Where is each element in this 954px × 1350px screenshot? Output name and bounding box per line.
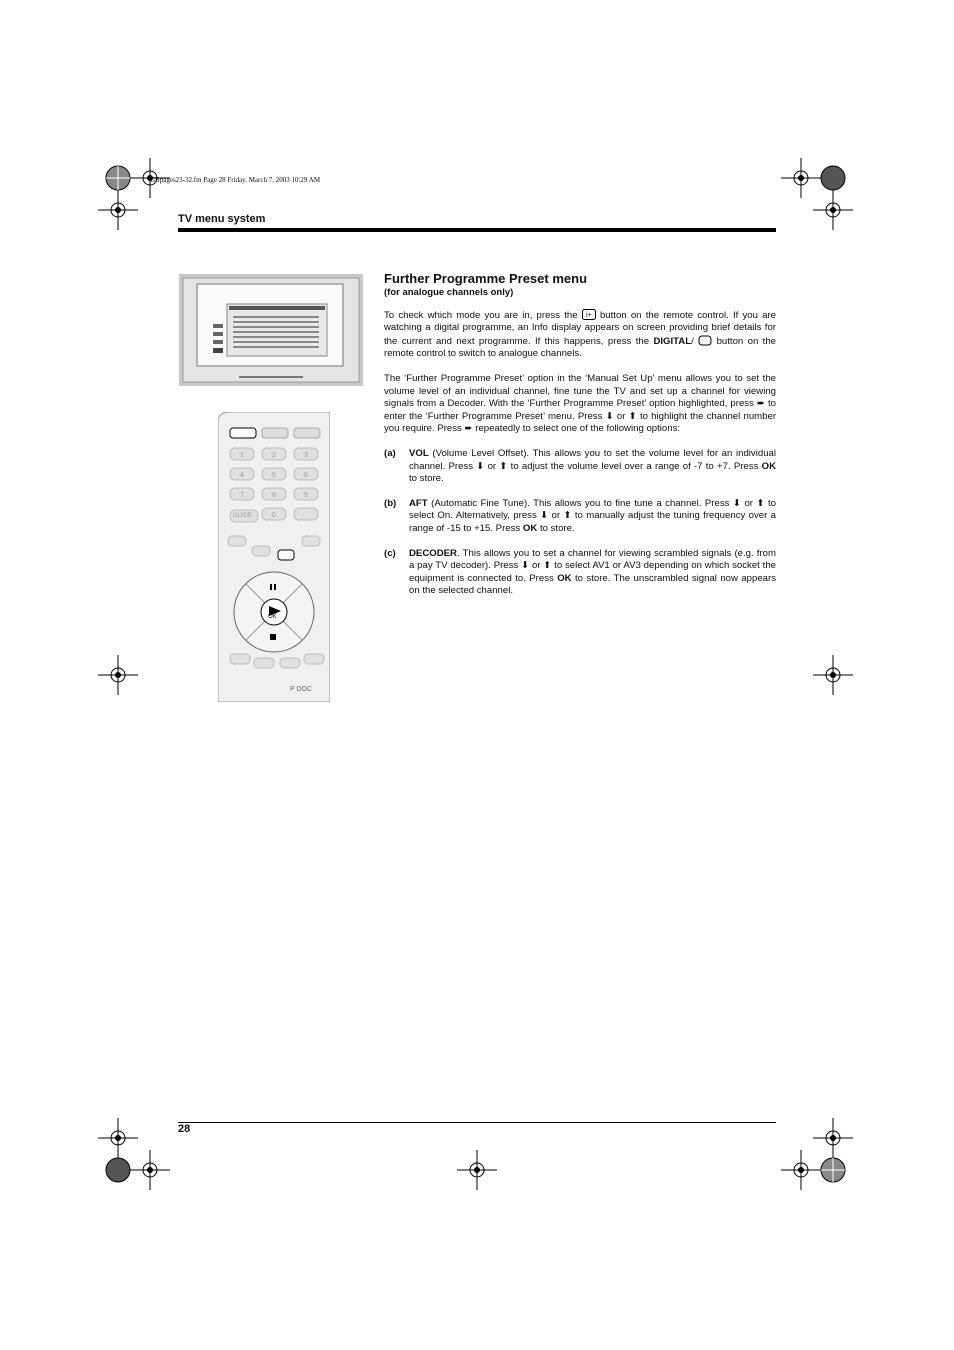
article-subtitle: (for analogue channels only) — [384, 287, 514, 298]
registration-mark-icon — [813, 190, 853, 230]
svg-text:0: 0 — [272, 512, 276, 519]
svg-text:9: 9 — [304, 492, 308, 499]
up-arrow-icon: ⬆ — [563, 510, 572, 522]
down-arrow-icon: ⬇ — [521, 560, 530, 572]
svg-text:7: 7 — [240, 492, 244, 499]
right-arrow-icon: ➨ — [756, 398, 765, 410]
up-arrow-icon: ⬆ — [499, 460, 508, 472]
down-arrow-icon: ⬇ — [605, 410, 614, 422]
up-arrow-icon: ⬆ — [543, 560, 552, 572]
registration-mark-icon — [813, 1150, 853, 1190]
file-info: GBpages23-32.fm Page 28 Friday, March 7, 2003 10:29 AM — [150, 176, 321, 184]
right-arrow-icon: ➨ — [464, 423, 473, 435]
remote-ok-label: OK — [268, 614, 277, 620]
down-arrow-icon: ⬇ — [476, 460, 485, 472]
registration-mark-icon — [457, 1150, 497, 1190]
paragraph-further-preset: The ‘Further Programme Preset’ option in the ‘Manual Set Up’ menu allows you to set the volume level of an individual channel, fine tune the TV and set up a channel for viewing signals from a Decoder. With the ‘Further Programme Preset’ option highlighted, press ➨ to enter the ‘Further Programme Preset’ menu. Press ⬇ or ⬆ to highlight the channel number you require. Press ➨ repeatedly to select one of the following options: — [384, 372, 777, 435]
down-arrow-icon: ⬇ — [540, 510, 549, 522]
svg-text:4: 4 — [240, 472, 244, 479]
paragraph-check-mode: To check which mode you are in, press the i+ button on the remote control. If you are watching a digital programme, an Info display appears on screen providing brief details for the current and next programme. If this happens, press the DIGITAL/ button on the remote control to switch to analogue channels. — [384, 309, 777, 360]
svg-text:i+: i+ — [585, 311, 592, 319]
option-item-vol: (a) VOL (Volume Level Offset). This allows you to set the volume level for an individual channel. Press ⬇ or ⬆ to adjust the volume level over a range of -7 to +7. Press OK to store. — [384, 447, 777, 485]
up-arrow-icon: ⬆ — [756, 497, 765, 509]
svg-text:3: 3 — [304, 452, 308, 459]
remote-control-illustration — [218, 412, 330, 702]
tv-button-icon — [698, 335, 712, 346]
svg-text:5: 5 — [272, 472, 276, 479]
info-button-icon — [582, 309, 596, 320]
remote-guide-label: GUIDE — [233, 513, 253, 519]
section-header: TV menu system — [178, 213, 266, 225]
article — [384, 271, 776, 610]
footer-rule — [178, 1122, 776, 1123]
registration-mark-icon — [98, 655, 138, 695]
remote-pdoc-label: P DOC — [290, 686, 313, 693]
article-title: Further Programme Preset menu — [384, 271, 588, 286]
svg-text:6: 6 — [304, 472, 308, 479]
up-arrow-icon: ⬆ — [628, 410, 637, 422]
registration-mark-icon — [813, 655, 853, 695]
down-arrow-icon: ⬇ — [732, 497, 741, 509]
option-item-decoder: (c) DECODER. This allows you to set a channel for viewing scrambled signals (e.g. from a pay TV decoder). Press ⬇ or ⬆ to select AV1 or AV3 depending on which socket the equipment is connected to. Press OK to store. The unscrambled signal now appears on the selected channel. — [384, 547, 777, 597]
registration-mark-icon — [130, 1150, 170, 1190]
option-item-aft: (b) AFT (Automatic Fine Tune). This allows you to fine tune a channel. Press ⬇ or ⬆ to select On. Alternatively, press ⬇ or ⬆ to manually adjust the tuning frequency over a range of -15 to +15. Press OK to store. — [384, 497, 777, 534]
page-number: 28 — [178, 1123, 191, 1135]
registration-mark-icon — [98, 190, 138, 230]
header-rule — [178, 228, 776, 232]
tv-menu-illustration — [179, 274, 363, 386]
svg-text:1: 1 — [240, 452, 244, 459]
svg-text:2: 2 — [272, 452, 276, 459]
svg-text:8: 8 — [272, 492, 276, 499]
